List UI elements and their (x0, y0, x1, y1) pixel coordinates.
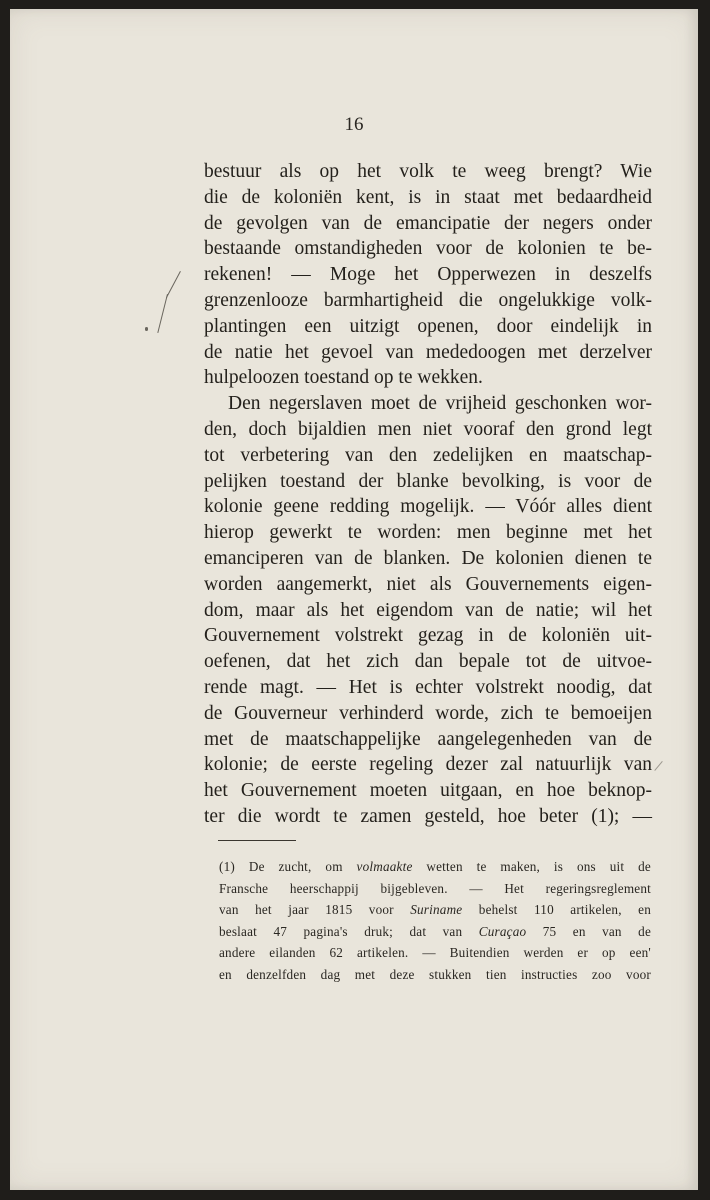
footnote (219, 856, 651, 985)
text-line: Den negerslaven moet de vrijheid geschonken wor- (228, 393, 652, 415)
text-line: de natie het gevoel van mededoogen met derzelver (204, 341, 652, 363)
text-line: oefenen, dat het zich dan bepale tot de uitvoe- (204, 651, 652, 673)
text-line: kolonie geene redding mogelijk. — Vóór alles dient (204, 496, 652, 518)
text-line: Gouvernement volstrekt gezag in de koloniën uit- (204, 625, 652, 647)
text-line: het Gouvernement moeten uitgaan, en hoe beknop- (204, 780, 652, 802)
text-line: den, doch bijaldien men niet vooraf den grond legt (204, 418, 652, 440)
pencil-mark (654, 761, 662, 771)
footnote-separator (218, 840, 296, 841)
pencil-mark (166, 271, 181, 298)
text-line: met de maatschappelijke aangelegenheden van de (204, 728, 652, 750)
text-line: de Gouverneur verhinderd worde, zich te bemoeijen (204, 702, 652, 724)
page-number: 16 (344, 114, 364, 135)
text-line: rekenen! — Moge het Opperwezen in deszelfs (204, 264, 652, 286)
text-line: hulpeloozen toestand op te wekken. (204, 367, 483, 389)
footnote-line: andere eilanden 62 artikelen. — Buitendien werden er op een' (219, 945, 651, 960)
footnote-line: en denzelfden dag met deze stukken tien instructies zoo voor (219, 966, 651, 982)
text-line: kolonie; de eerste regeling dezer zal natuurlijk van (204, 754, 652, 776)
body-text (204, 159, 652, 830)
text-line: ter die wordt te zamen gesteld, hoe beter (1); — (204, 805, 652, 827)
text-line: rende magt. — Het is echter volstrekt noodig, dat (204, 676, 652, 698)
text-line: tot verbetering van den zedelijken en maatschap- (204, 444, 652, 466)
text-line: emanciperen van de blanken. De kolonien dienen te (204, 547, 652, 569)
text-line: plantingen een uitzigt openen, door eindelijk in (204, 315, 652, 337)
text-line: de gevolgen van de emancipatie der negers onder (204, 212, 652, 234)
text-line: grenzenlooze barmhartigheid die ongelukkige volk- (204, 289, 652, 311)
text-line: bestaande omstandigheden voor de kolonien te be- (204, 238, 652, 260)
text-line: worden aangemerkt, niet als Gouvernements eigen- (204, 573, 652, 595)
text-line: dom, maar als het eigendom van de natie; wil het (204, 599, 652, 621)
pencil-dot (145, 327, 148, 331)
text-line: hierop gewerkt te worden: men beginne met het (204, 522, 652, 544)
footnote-line: Fransche heerschappij bijgebleven. — Het regeringsreglement (219, 880, 651, 896)
book-page (10, 9, 698, 1190)
text-line: pelijken toestand der blanke bevolking, is voor de (204, 470, 652, 492)
footnote-line: beslaat 47 pagina's druk; dat van Curaçao 75 en van de (219, 923, 652, 939)
pencil-mark (157, 294, 168, 333)
text-line: bestuur als op het volk te weeg brengt? Wie (204, 161, 652, 182)
footnote-line: van het jaar 1815 voor Suriname behelst 110 artikelen, en (219, 902, 651, 917)
text-line: die de koloniën kent, is in staat met bedaardheid (204, 186, 652, 208)
footnote-line: (1) De zucht, om volmaakte wetten te maken, is ons uit de (219, 859, 651, 874)
